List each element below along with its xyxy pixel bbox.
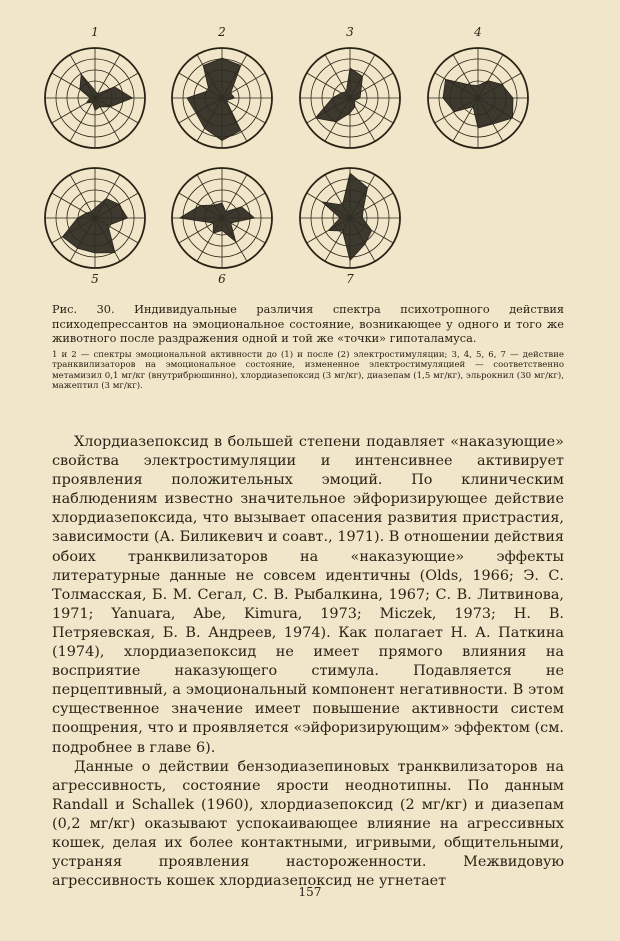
activity-spectrum-shape <box>322 173 372 261</box>
caption-title: Рис. 30. Индивидуальные различия спектра психотропного действия психодепрессантов на эмоциональное состояние, возникающее у одного и того же животного после раздражения одной и той же «точки» гипоталамуса. <box>52 303 564 345</box>
polar-diagram-6 <box>172 168 272 286</box>
activity-spectrum-shape <box>187 58 241 141</box>
diagram-label: 2 <box>218 25 226 39</box>
page-number: 157 <box>298 885 322 899</box>
activity-spectrum-shape <box>443 79 513 128</box>
activity-spectrum-shape <box>80 74 133 110</box>
paragraph-2: Данные о действии бензодиазепиновых транквилизаторов на агрессивность, состояние ярости неоднотипны. По данным Randall и Schallek (1960), хлордиазепоксид (2 мг/кг) и диазепам (0,2 мг/кг) оказывают успокаивающее влияние на агрессивных кошек, делая их более контактными, игривыми, общительными, устраняя проявления настороженности. Межвидовую агрессивность кошек хлордиазепоксид не угнетает <box>52 758 564 890</box>
diagram-label: 3 <box>346 25 354 39</box>
diagram-label: 4 <box>474 25 482 39</box>
legend-text: 1 и 2 — спектры эмоциональной активности до (1) и после (2) электростимуляции; 3, 4, 5, 6, 7 — действие транквилизаторов на эмоциональное состояние, измененное электростимуляцией — соответственно метамизил 0,1 мг/кг (внутрибрюшинно), хлордиазепоксид (3 мг/кг), диазепам (1,5 мг/кг), эльрокнил (30 мг/кг), мажептил (3 мг/кг). <box>52 350 564 392</box>
figure-caption <box>52 303 564 347</box>
figure-legend <box>52 350 564 392</box>
diagram-label: 6 <box>218 272 226 286</box>
polar-diagram-3 <box>300 25 400 148</box>
paragraph-1: Хлордиазепоксид в большей степени подавляет «наказующие» свойства электростимуляции и интенсивнее активирует проявления положительных эмоций. По клиническим наблюдениям известно значительное эйфоризирующее действие хлордиазепоксида, что вызывает опасения развития пристрастия, зависимости (А. Биликевич и соавт., 1971). В отношении действия обоих транквилизаторов на «наказующие» эффекты литературные данные не совсем идентичны (Olds, 1966; Э. С. Толмасская, Б. М. Сегал, С. В. Рыбалкина, 1967; С. В. Литвинова, 1971; Yanuara, Abe, Kimura, 1973; Miczek, 1973; Н. В. Петряевская, Б. В. Андреев, 1974). Как полагает Н. А. Паткина (1974), хлордиазепоксид не имеет прямого влияния на восприятие наказующего стимула. Подавляется не перцептивный, а эмоциональный компонент негативности. В этом существенное значение имеет повышение активности систем поощрения, что и проявляется «эйфоризирующим» эффектом (см. подробнее в главе 6). <box>52 434 564 756</box>
figure-30-polar-diagrams <box>0 0 620 300</box>
polar-diagram-1 <box>45 25 145 148</box>
diagram-label: 1 <box>91 25 99 39</box>
polar-diagram-5 <box>45 168 145 286</box>
body-text <box>52 433 564 891</box>
polar-diagram-2 <box>172 25 272 148</box>
diagram-label: 7 <box>346 272 354 286</box>
polar-diagram-4 <box>428 25 528 148</box>
polar-diagram-7 <box>300 168 400 286</box>
diagram-label: 5 <box>91 272 99 286</box>
